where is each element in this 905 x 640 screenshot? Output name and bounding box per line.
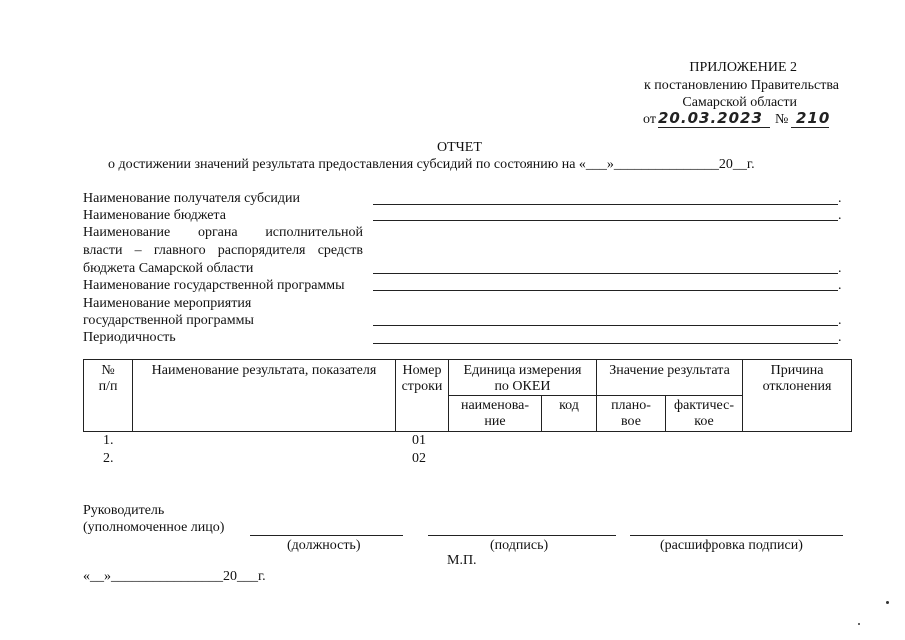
field-authority-line [373, 273, 838, 274]
field-dot: . [838, 191, 842, 206]
row-1-code: 01 [412, 433, 426, 448]
decode-line [630, 535, 843, 536]
appendix-date-prefix: от [643, 112, 656, 127]
decode-caption: (расшифровка подписи) [660, 538, 803, 553]
appendix-number-handwritten: 210 [796, 109, 831, 127]
col-unit-header: Единица измерения по ОКЕИ [449, 360, 597, 396]
scan-speck [886, 601, 889, 604]
head-label-1: Руководитель [83, 503, 165, 518]
field-dot: . [838, 313, 842, 328]
field-event-label-2: государственной программы [83, 313, 254, 328]
col-plan-header: плано- вое [597, 396, 666, 432]
appendix-title: ПРИЛОЖЕНИЕ 2 [689, 60, 797, 75]
number-underline [791, 127, 829, 128]
report-subtitle: о достижении значений результата предоставления субсидий по состоянию на «___»_______________20__г. [108, 157, 755, 172]
row-2-num: 2. [103, 451, 114, 466]
appendix-line2: Самарской области [682, 95, 797, 110]
field-periodicity-line [373, 343, 838, 344]
field-budget-line [373, 220, 838, 221]
stamp-label: М.П. [447, 553, 477, 568]
field-event-line [373, 325, 838, 326]
scan-speck [858, 623, 860, 625]
field-periodicity-label: Периодичность [83, 330, 176, 345]
col-name-header: Наименование результата, показателя [133, 360, 396, 432]
appendix-number-prefix: № [775, 112, 789, 127]
field-dot: . [838, 278, 842, 293]
field-recipient-label: Наименование получателя субсидии [83, 191, 300, 206]
col-row-header: Номер строки [396, 360, 449, 432]
appendix-line1: к постановлению Правительства [643, 78, 839, 93]
field-event-label-1: Наименование мероприятия [83, 296, 252, 311]
appendix-date-handwritten: 20.03.2023 [658, 109, 763, 127]
col-num-header: № п/п [84, 360, 133, 432]
field-recipient-line [373, 204, 838, 205]
row-2-code: 02 [412, 451, 426, 466]
field-dot: . [838, 208, 842, 223]
col-unit-name-header: наименова- ние [449, 396, 542, 432]
field-authority-label-3: бюджета Самарской области [83, 261, 254, 276]
field-program-line [373, 290, 838, 291]
col-value-header: Значение результата [597, 360, 743, 396]
col-fact-header: фактичес- кое [666, 396, 743, 432]
signature-date: «__»________________20___г. [83, 569, 266, 584]
head-label-2: (уполномоченное лицо) [83, 520, 225, 535]
date-underline [658, 127, 770, 128]
field-program-label: Наименование государственной программы [83, 278, 345, 293]
field-dot: . [838, 330, 842, 345]
sign-caption: (подпись) [490, 538, 549, 553]
field-authority-label-1: Наименование органа исполнительной [83, 225, 363, 240]
col-unit-code-header: код [542, 396, 597, 432]
row-1-num: 1. [103, 433, 114, 448]
position-line [250, 535, 403, 536]
report-title: ОТЧЕТ [437, 140, 482, 155]
report-table [83, 359, 852, 432]
field-dot: . [838, 261, 842, 276]
col-reason-header: Причина отклонения [743, 360, 852, 432]
position-caption: (должность) [287, 538, 361, 553]
field-authority-label-2: власти – главного распорядителя средств [83, 243, 363, 258]
sign-line [428, 535, 616, 536]
field-budget-label: Наименование бюджета [83, 208, 226, 223]
